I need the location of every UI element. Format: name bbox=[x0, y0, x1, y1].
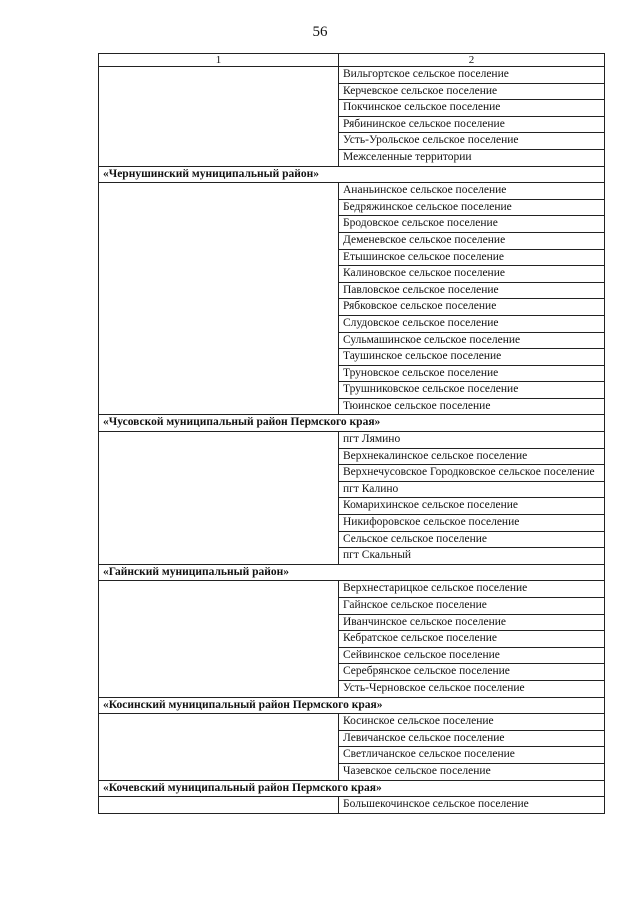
settlement-name: пгт Скальный bbox=[339, 548, 605, 565]
settlement-name: Павловское сельское поселение bbox=[339, 282, 605, 299]
table-header-row bbox=[99, 54, 605, 67]
district-blank-cell bbox=[99, 797, 339, 814]
settlement-name: Вильгортское сельское поселение bbox=[339, 67, 605, 84]
settlement-name: Ананьинское сельское поселение bbox=[339, 183, 605, 200]
settlement-name: Никифоровское сельское поселение bbox=[339, 515, 605, 532]
settlement-name: Большекочинское сельское поселение bbox=[339, 797, 605, 814]
district-row bbox=[99, 415, 605, 432]
settlement-name: Труновское сельское поселение bbox=[339, 365, 605, 382]
settlement-name: Гайнское сельское поселение bbox=[339, 598, 605, 615]
settlement-row bbox=[99, 67, 605, 84]
column-header-2: 2 bbox=[339, 54, 605, 67]
settlement-name: Покчинское сельское поселение bbox=[339, 100, 605, 117]
district-name: «Чусовской муниципальный район Пермского края» bbox=[99, 415, 605, 432]
settlement-name: Светличанское сельское поселение bbox=[339, 747, 605, 764]
district-row bbox=[99, 697, 605, 714]
district-name: «Чернушинский муниципальный район» bbox=[99, 166, 605, 183]
settlements-table bbox=[98, 53, 605, 814]
settlement-name: Серебрянское сельское поселение bbox=[339, 664, 605, 681]
settlement-name: пгт Лямино bbox=[339, 432, 605, 449]
district-row bbox=[99, 166, 605, 183]
settlement-name: Бродовское сельское поселение bbox=[339, 216, 605, 233]
district-row bbox=[99, 780, 605, 797]
district-blank-cell bbox=[99, 67, 339, 167]
district-name: «Косинский муниципальный район Пермского края» bbox=[99, 697, 605, 714]
district-blank-cell bbox=[99, 714, 339, 780]
settlement-name: Керчевское сельское поселение bbox=[339, 83, 605, 100]
settlement-name: Деменевское сельское поселение bbox=[339, 232, 605, 249]
settlement-name: пгт Калино bbox=[339, 481, 605, 498]
district-name: «Кочевский муниципальный район Пермского края» bbox=[99, 780, 605, 797]
settlement-name: Иванчинское сельское поселение bbox=[339, 614, 605, 631]
district-blank-cell bbox=[99, 432, 339, 565]
settlement-name: Калиновское сельское поселение bbox=[339, 266, 605, 283]
settlement-name: Сельское сельское поселение bbox=[339, 531, 605, 548]
table-body bbox=[99, 54, 605, 814]
settlement-name: Левичанское сельское поселение bbox=[339, 730, 605, 747]
column-header-1: 1 bbox=[99, 54, 339, 67]
settlement-name: Рябининское сельское поселение bbox=[339, 116, 605, 133]
settlement-row bbox=[99, 714, 605, 731]
settlement-name: Тюинское сельское поселение bbox=[339, 398, 605, 415]
district-name: «Гайнский муниципальный район» bbox=[99, 564, 605, 581]
district-blank-cell bbox=[99, 581, 339, 697]
settlement-name: Усть-Черновское сельское поселение bbox=[339, 680, 605, 697]
district-blank-cell bbox=[99, 183, 339, 415]
settlement-name: Межселенные территории bbox=[339, 149, 605, 166]
settlement-name: Чазевское сельское поселение bbox=[339, 763, 605, 780]
settlement-name: Верхнекалинское сельское поселение bbox=[339, 448, 605, 465]
settlement-name: Трушниковское сельское поселение bbox=[339, 382, 605, 399]
settlement-row bbox=[99, 432, 605, 449]
settlement-name: Сейвинское сельское поселение bbox=[339, 647, 605, 664]
settlement-name: Рябковское сельское поселение bbox=[339, 299, 605, 316]
settlement-name: Бедряжинское сельское поселение bbox=[339, 199, 605, 216]
district-row bbox=[99, 564, 605, 581]
settlement-row bbox=[99, 797, 605, 814]
settlement-name: Комарихинское сельское поселение bbox=[339, 498, 605, 515]
settlement-name: Косинское сельское поселение bbox=[339, 714, 605, 731]
settlement-name: Слудовское сельское поселение bbox=[339, 315, 605, 332]
page-number: 56 bbox=[312, 24, 328, 40]
settlement-name: Кебратское сельское поселение bbox=[339, 631, 605, 648]
settlement-name: Сульмашинское сельское поселение bbox=[339, 332, 605, 349]
settlement-name: Таушинское сельское поселение bbox=[339, 349, 605, 366]
settlement-name: Верхнечусовское Городковское сельское поселение bbox=[339, 465, 605, 482]
settlement-name: Усть-Урольское сельское поселение bbox=[339, 133, 605, 150]
settlement-row bbox=[99, 581, 605, 598]
settlement-row bbox=[99, 183, 605, 200]
settlement-name: Верхнестарицкое сельское поселение bbox=[339, 581, 605, 598]
settlement-name: Етышинское сельское поселение bbox=[339, 249, 605, 266]
